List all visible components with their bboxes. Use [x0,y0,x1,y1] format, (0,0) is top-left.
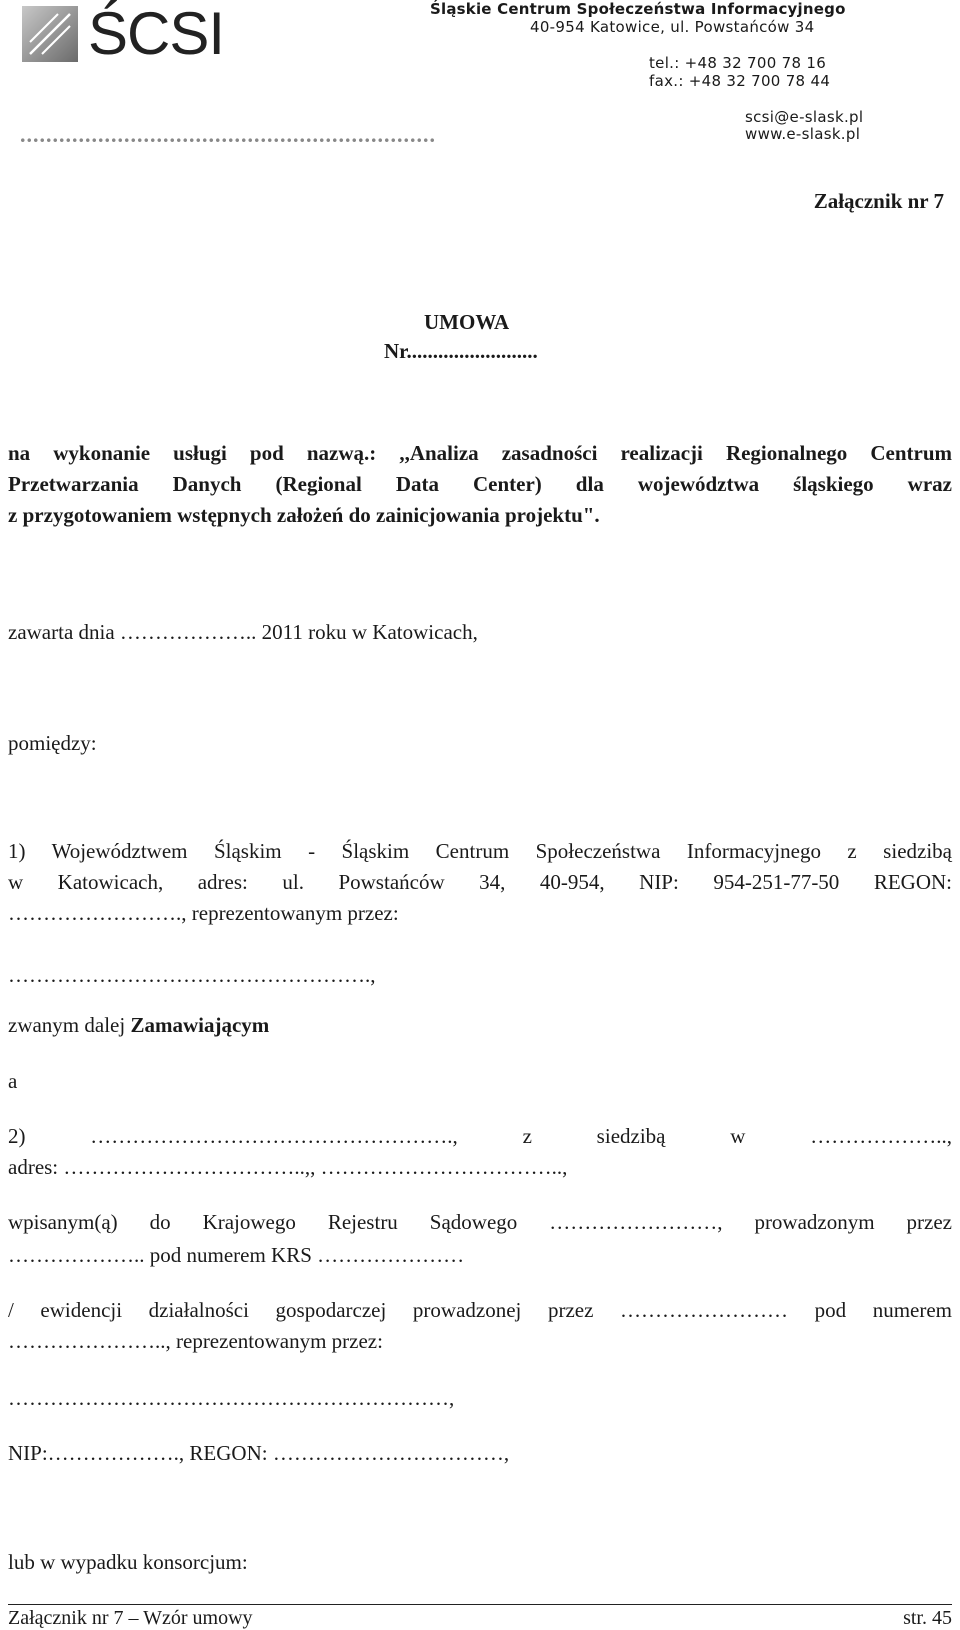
between-label: pomiędzy: [8,731,97,755]
consortium-line: lub w wypadku konsorcjum: [8,1550,248,1574]
called-line [8,1015,269,1036]
footer-divider [8,1604,952,1605]
header-website-link[interactable]: www.e-slask.pl [745,125,861,143]
concluded-date-line: zawarta dnia ……………….. 2011 roku w Katowicach, [8,620,478,644]
party1-line-4: ……………………………………………., [8,963,376,987]
called-prefix: zwanym dalej [8,1013,131,1037]
and-label: a [8,1069,18,1093]
footer-annex-label: Załącznik nr 7 – Wzór umowy [8,1607,253,1629]
document-title: UMOWA [424,310,510,334]
party1-line-3: ……………………., reprezentowanym przez: [8,901,399,925]
party2-line-2: adres: ……………………………..,, …………………………….., [8,1155,568,1179]
register-line-2: ………………….., reprezentowanym przez: [8,1329,383,1353]
header-email-link[interactable]: scsi@e-slask.pl [745,108,864,126]
party2-line-1: 2) ……………………………………………., z siedzibą w ……………….., [8,1124,952,1148]
register-line-1: / ewidencji działalności gospodarczej prowadzonej przez …………………… pod numerem [8,1298,952,1322]
representative-line: ………………………………………………………, [8,1386,455,1410]
krs-line-2: ……………….. pod numerem KRS ………………… [8,1243,465,1267]
subject-line-2: Przetwarzania Danych (Regional Data Center) dla województwa śląskiego wraz [8,472,952,496]
party1-line-1: 1) Województwem Śląskim - Śląskim Centrum Społeczeństwa Informacyjnego z siedzibą [8,839,952,863]
header-address: 40-954 Katowice, ul. Powstańców 34 [530,18,815,36]
scsi-logo-icon [22,6,78,62]
annex-label: Załącznik nr 7 [813,189,944,213]
document-number: Nr......................... [384,339,538,363]
header-fax: fax.: +48 32 700 78 44 [649,72,831,90]
subject-line-1: na wykonanie usługi pod nazwą.: ,,Analiza zasadności realizacji Regionalnego Centrum [8,441,952,465]
header-organization: Śląskie Centrum Społeczeństwa Informacyjnego [430,0,846,18]
party1-line-2: w Katowicach, adres: ul. Powstańców 34, 40-954, NIP: 954-251-77-50 REGON: [8,870,952,894]
header-phone: tel.: +48 32 700 78 16 [649,54,827,72]
footer-page-number: str. 45 [903,1607,952,1629]
header-dotted-divider: ................................................................ [20,124,436,142]
called-party-name: Zamawiającym [130,1013,270,1037]
nip-regon-line: NIP:………………., REGON: ……………………………, [8,1441,510,1465]
krs-line-1: wpisanym(ą) do Krajowego Rejestru Sądowego ……………………, prowadzonym przez [8,1210,952,1234]
subject-line-3: z przygotowaniem wstępnych założeń do zainicjowania projektu". [8,503,600,527]
logo-wordmark: ŚCSI [88,0,225,67]
